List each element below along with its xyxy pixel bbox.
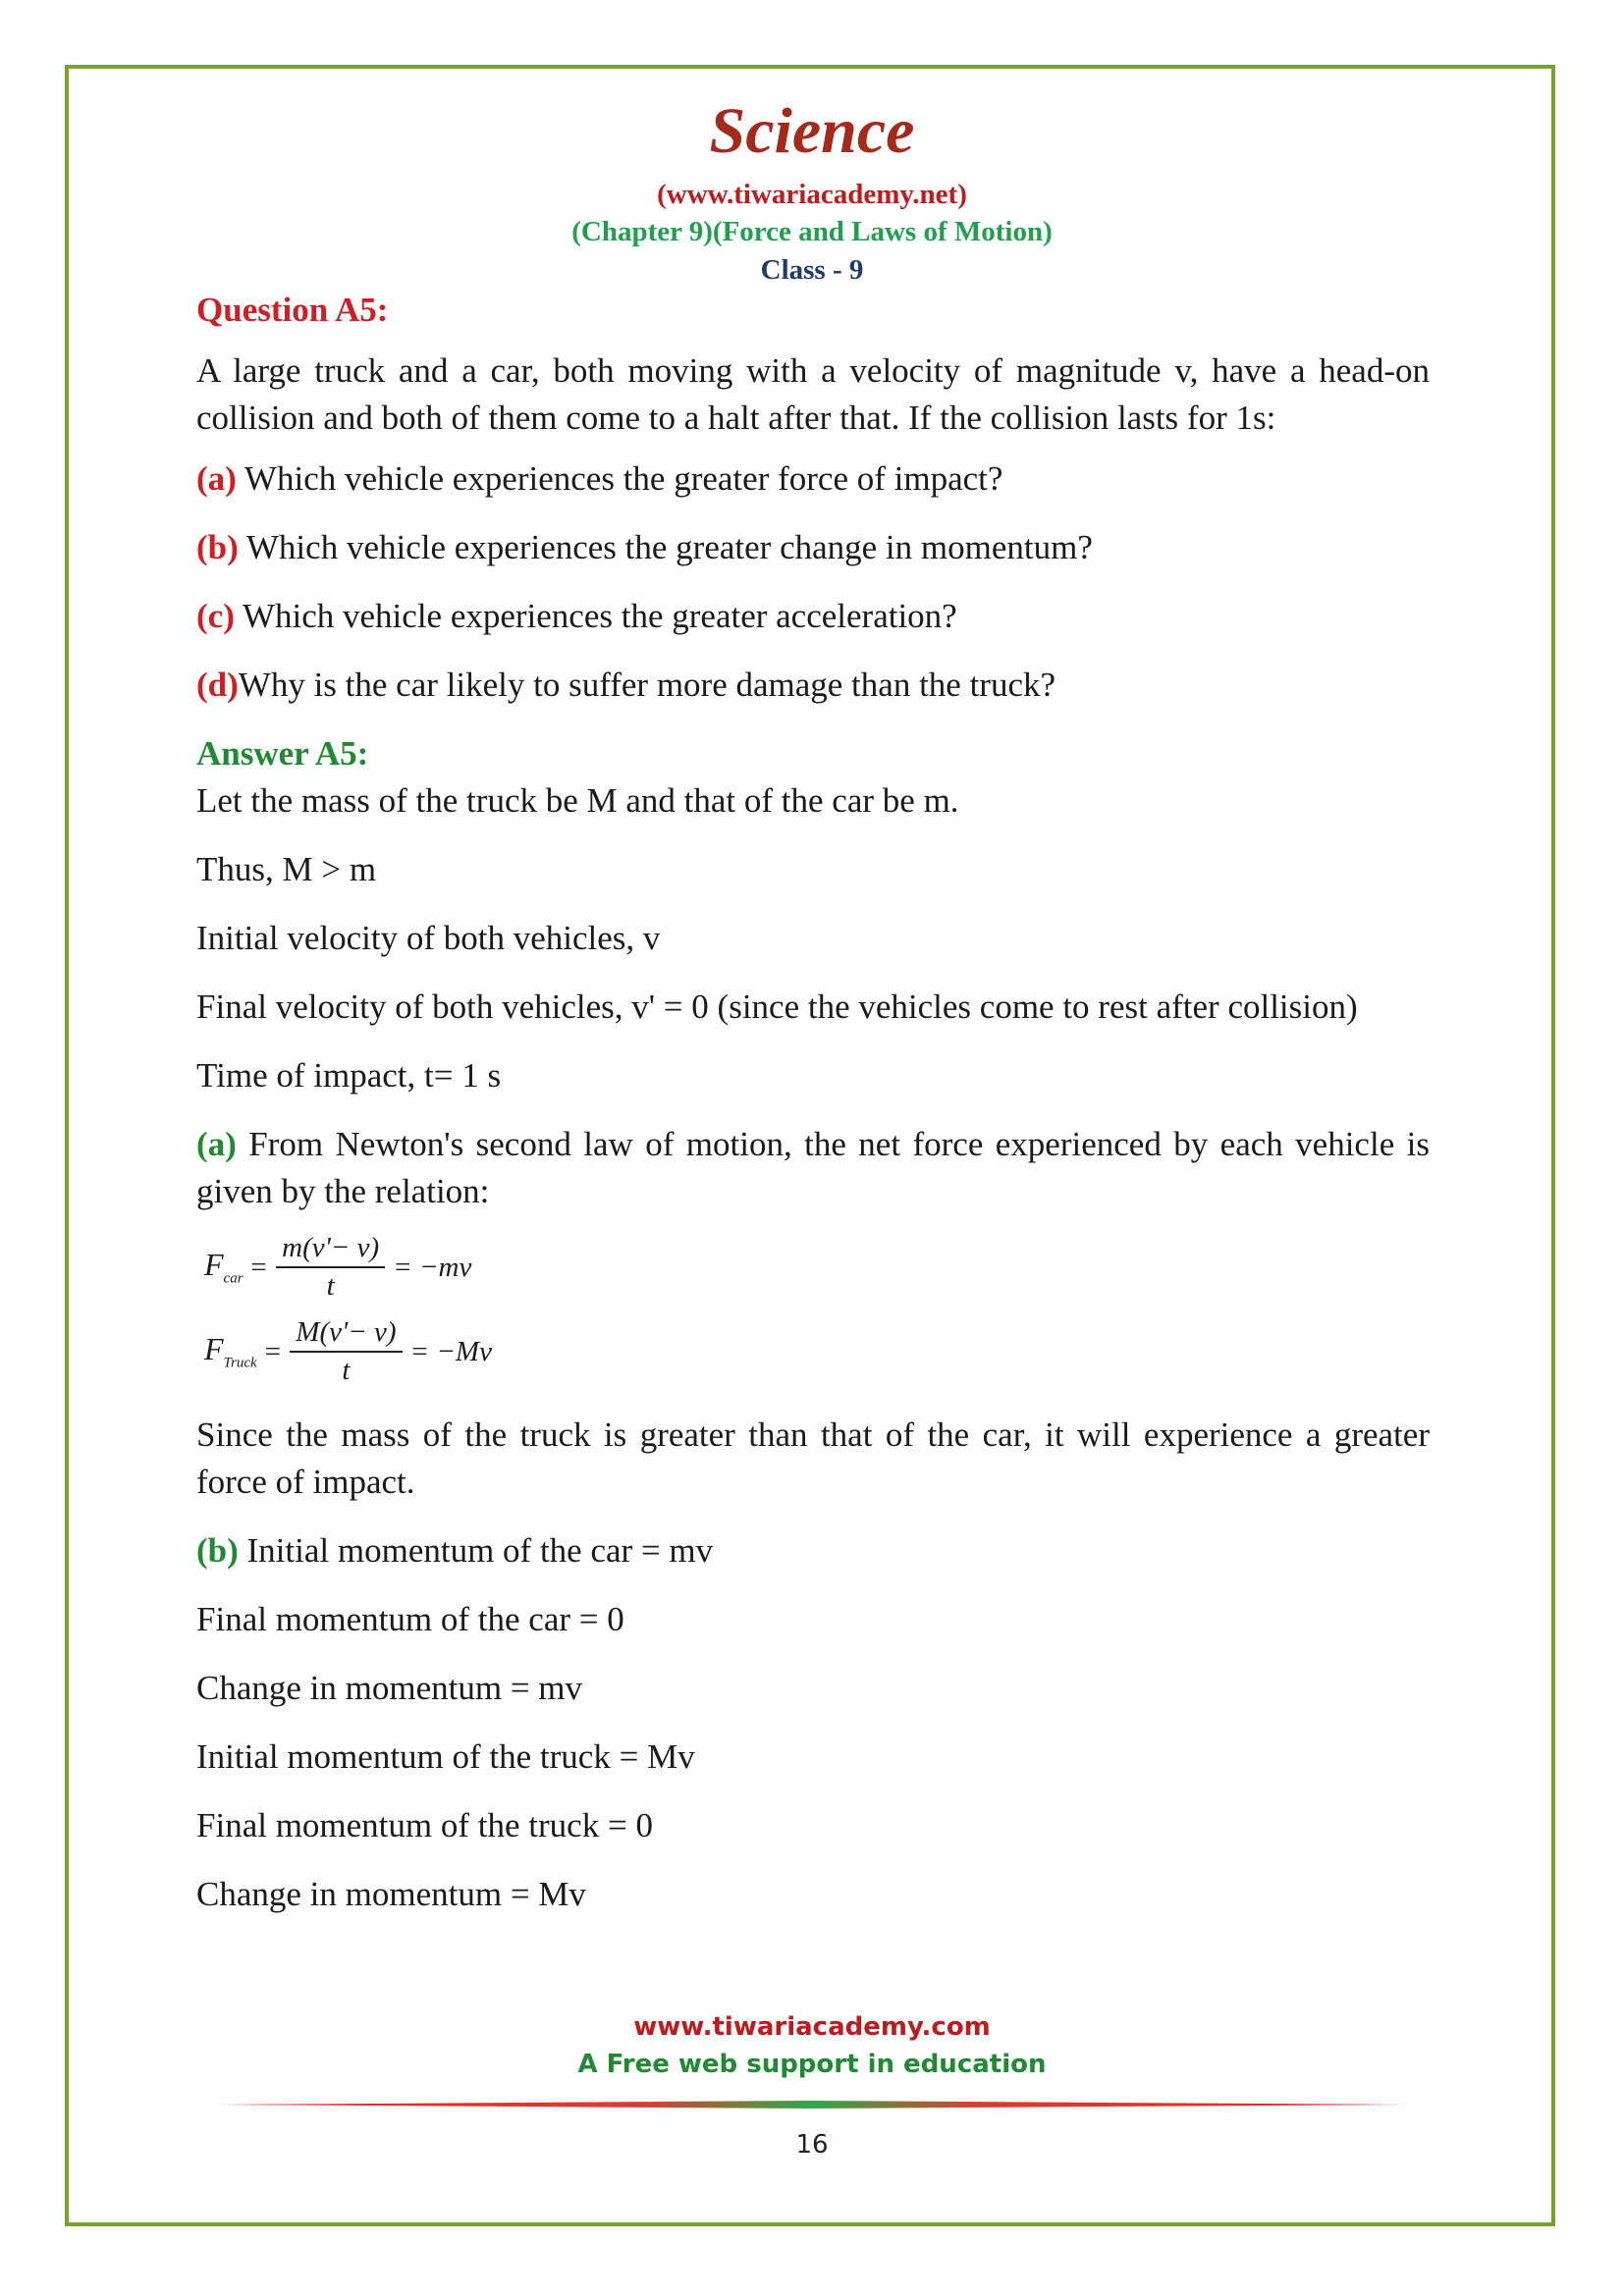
answer-b-line: Change in momentum = mv xyxy=(196,1669,583,1707)
header-class: Class - 9 xyxy=(760,254,864,286)
answer-mass-line: Let the mass of the truck be M and that of the car be m. xyxy=(196,781,959,820)
answer-b-line: Change in momentum = Mv xyxy=(196,1875,586,1913)
answer-thus-line: Thus, M > m xyxy=(196,850,377,888)
page-number: 16 xyxy=(795,2130,829,2160)
answer-part-b xyxy=(196,1527,1430,1575)
part-label: (b) xyxy=(196,528,239,566)
part-text: Initial momentum of the car = mv xyxy=(238,1531,714,1570)
part-label: (a) xyxy=(196,459,237,498)
eq-lhs: $F_{Truck}$ xyxy=(204,1331,257,1371)
main-content xyxy=(196,287,1430,1918)
answer-initial-velocity: Initial velocity of both vehicles, v xyxy=(196,919,661,957)
part-label: (b) xyxy=(196,1531,239,1570)
part-text: Which vehicle experiences the greater force of impact? xyxy=(236,459,1003,498)
header-website: (www.tiwariacademy.net) xyxy=(657,179,967,210)
question-text: A large truck and a car, both moving with a velocity of magnitude v, have a head-on collision and both of them come to a halt after that. If the collision lasts for 1s: xyxy=(196,351,1430,437)
answer-time-of-impact: Time of impact, t= 1 s xyxy=(196,1056,502,1095)
answer-b-line: Final momentum of the car = 0 xyxy=(196,1600,624,1638)
eq-rhs: = −Mv xyxy=(409,1335,492,1367)
eq-fraction: $\frac{M(v'- v)}{t}$ xyxy=(290,1316,402,1387)
answer-part-a xyxy=(196,1121,1430,1215)
question-part-c xyxy=(196,593,1430,640)
answer-conclusion-a: Since the mass of the truck is greater than that of the car, it will experience a greater force of impact. xyxy=(196,1415,1430,1501)
question-part-d xyxy=(196,662,1430,709)
footer-website: www.tiwariacademy.com xyxy=(633,2012,991,2042)
header-chapter: (Chapter 9)(Force and Laws of Motion) xyxy=(571,216,1053,247)
part-label: (d) xyxy=(196,666,239,704)
question-part-b xyxy=(196,524,1430,571)
eq-fraction: $\frac{m(v'- v)}{t}$ xyxy=(276,1232,385,1303)
question-part-a xyxy=(196,455,1430,503)
footer-divider xyxy=(218,2101,1406,2109)
answer-final-velocity: Final velocity of both vehicles, v' = 0 (since the vehicles come to rest after collision) xyxy=(196,988,1358,1026)
answer-heading: Answer A5: xyxy=(196,734,369,773)
part-text: Which vehicle experiences the greater change in momentum? xyxy=(238,528,1093,566)
part-text: Which vehicle experiences the greater acceleration? xyxy=(234,597,957,635)
answer-b-line: Initial momentum of the truck = Mv xyxy=(196,1737,695,1776)
part-text: Why is the car likely to suffer more damage than the truck? xyxy=(238,666,1056,704)
footer-tagline: A Free web support in education xyxy=(577,2050,1047,2079)
part-text: From Newton's second law of motion, the net force experienced by each vehicle is given by the relation: xyxy=(196,1125,1430,1210)
eq-rhs: = −mv xyxy=(393,1251,472,1283)
equation-force-car: $F_{car}$ = $\frac{m(v'- v)}{t}$ = −mv xyxy=(204,1232,472,1302)
eq-lhs: $F_{car}$ xyxy=(204,1247,244,1287)
answer-b-line: Final momentum of the truck = 0 xyxy=(196,1806,653,1844)
page-title: Science xyxy=(709,95,915,167)
question-heading: Question A5: xyxy=(196,291,389,329)
part-label: (c) xyxy=(196,597,235,635)
part-label: (a) xyxy=(196,1125,237,1163)
equation-force-truck: $F_{Truck}$ = $\frac{M(v'- v)}{t}$ = −Mv xyxy=(204,1316,492,1386)
